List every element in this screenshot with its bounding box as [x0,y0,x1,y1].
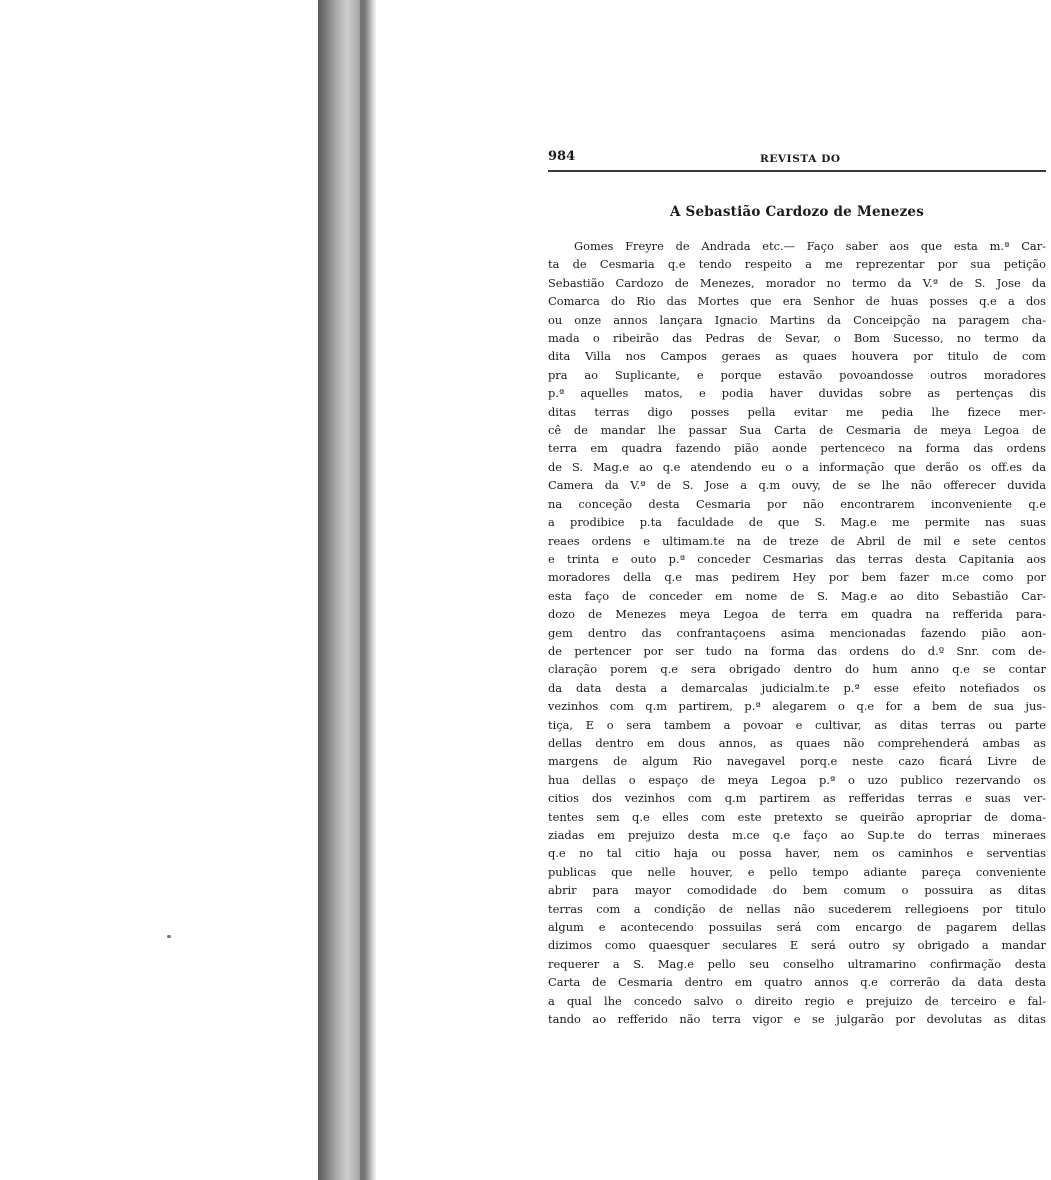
text-line: ditas terras digo posses pella evitar me pedia lhe fizece mer- [548,404,1046,419]
text-line: citios dos vezinhos com q.m partirem as refferidas terras e suas ver- [548,791,1046,806]
document-page [548,145,1046,1028]
text-line: Camera da V.ª de S. Jose a q.m ouvy, de se lhe não offerecer duvida [548,478,1046,493]
text-line: publicas que nelle houver, e pello tempo adiante pareça conveniente [548,864,1046,879]
text-line: dozo de Menezes meya Legoa de terra em quadra na refferida para- [548,607,1046,622]
text-line: e trinta e outo p.ª conceder Cesmarias das terras desta Capitania aos [548,551,1046,566]
text-line: tando ao refferido não terra vigor e se julgarão por devolutas as ditas [548,1012,1046,1027]
text-line: tiça, E o sera tambem a povoar e cultivar, as ditas terras ou parte [548,717,1046,732]
article-title: A Sebastião Cardozo de Menezes [669,204,925,220]
header-rule [548,170,1046,172]
text-line: da data desta a demarcalas judicialm.te p.ª esse efeito notefiados os [548,680,1046,695]
scan-speck [167,935,171,938]
page-number: 984 [548,149,576,164]
text-line: moradores della q.e mas pedirem Hey por bem fazer m.ce como por [548,570,1046,585]
text-line: mada o ribeirão das Pedras de Sevar, o Bom Sucesso, no termo da [548,331,1046,346]
text-line: Gomes Freyre de Andrada etc.— Faço saber aos que esta m.ª Car- [574,239,1046,253]
text-line: pra ao Suplicante, e porque estavão povoandosse outros moradores [548,367,1046,382]
text-line: dita Villa nos Campos geraes as quaes houvera por titulo de com [548,349,1046,364]
text-line: gem dentro das confrantaçoens asima mencionadas fazendo pião aon- [548,625,1046,640]
running-title: REVISTA DO [760,153,841,165]
text-line: Carta de Cesmaria dentro em quatro annos q.e correrão da data desta [548,975,1046,990]
text-line: na conceção desta Cesmaria por não encontrarem inconveniente q.e [548,496,1046,511]
text-line: requerer a S. Mag.e pello seu conselho ultramarino confirmação desta [548,956,1046,971]
text-line: Sebastião Cardozo de Menezes, morador no termo da V.ª de S. Jose da [548,275,1046,290]
text-line: ziadas em prejuizo desta m.ce q.e faço ao Sup.te do terras mineraes [548,828,1046,842]
text-line: abrir para mayor comodidade do bem comum o possuira as ditas [548,883,1046,898]
text-line: reaes ordens e ultimam.te na de treze de Abril de mil e sete centos [548,533,1046,548]
text-line: claração porem q.e sera obrigado dentro do hum anno q.e se contar [548,662,1046,677]
text-line: ta de Cesmaria q.e tendo respeito a me reprezentar por sua petição [548,257,1046,272]
text-line: de S. Mag.e ao q.e atendendo eu o a informação que derão os off.es da [548,459,1046,474]
text-line: cê de mandar lhe passar Sua Carta de Cesmaria de meya Legoa de [548,423,1046,438]
text-line: dizimos como quaesquer seculares E será outro sy obrigado a mandar [548,938,1046,953]
gutter-shadow [360,0,374,1180]
text-line: a qual lhe concedo salvo o direito regio e prejuizo de terceiro e fal- [548,993,1046,1008]
text-line: q.e no tal citio haja ou possa haver, nem os caminhos e serventias [548,846,1046,861]
article-body [548,237,1046,1028]
text-line: tentes sem q.e elles com este pretexto se queirão apropriar de doma- [548,809,1046,824]
text-line: a prodibice p.ta faculdade de que S. Mag.e me permite nas suas [548,515,1046,530]
text-line: terras com a condição de nellas não sucederem rellegioens por titulo [548,901,1046,916]
text-line: vezinhos com q.m partirem, p.ª alegarem o q.e for a bem de sua jus- [548,699,1046,714]
blank-left-page [0,0,318,1180]
text-line: hua dellas o espaço de meya Legoa p.ª o uzo publico rezervando os [548,772,1046,787]
text-line: algum e acontecendo possuilas será com encargo de pagarem dellas [548,920,1046,935]
text-line: margens de algum Rio navegavel porq.e neste cazo ficará Livre de [548,754,1046,769]
text-line: ou onze annos lançara Ignacio Martins da Conceipção na paragem cha- [548,312,1046,327]
text-line: Comarca do Rio das Mortes que era Senhor de huas posses q.e a dos [548,294,1046,309]
page-header [548,145,1046,169]
text-line: p.ª aquelles matos, e podia haver duvidas sobre as pertenças dis [548,386,1046,401]
text-line: de pertencer por ser tudo na forma das ordens do d.º Snr. com de- [548,643,1046,658]
text-line: dellas dentro em dous annos, as quaes não comprehenderá ambas as [548,735,1046,750]
text-line: esta faço de conceder em nome de S. Mag.e ao dito Sebastião Car- [548,588,1046,603]
text-line: terra em quadra fazendo pião aonde pertenceco na forma das ordens [548,441,1046,456]
